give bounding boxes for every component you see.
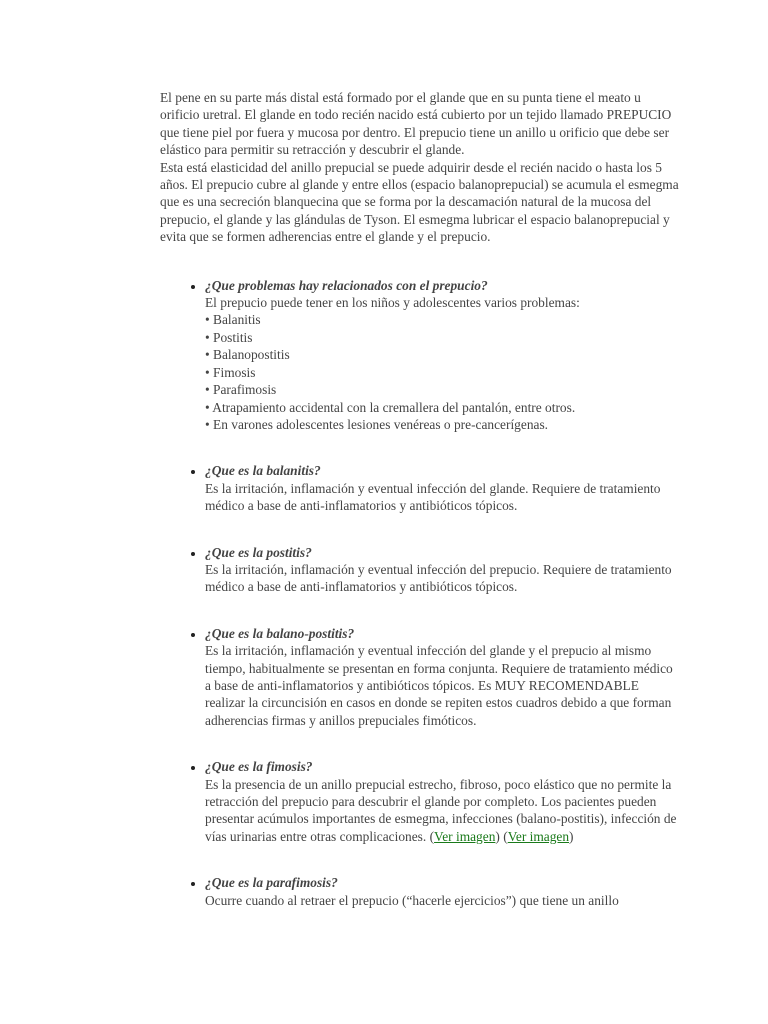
faq-answer-text: Es la presencia de un anillo prepucial estrecho, fibroso, poco elástico que no permite la retracción del prepucio para descubrir el glande por completo. Los pacientes pueden presentar acúmulos importantes de esmegma, infecciones (balano-postitis), infección de vías urinarias entre otras complicaciones. ( bbox=[205, 776, 677, 844]
problem-item: • En varones adolescentes lesiones venéreas o pre-cancerígenas. bbox=[205, 416, 549, 432]
intro-paragraph-1: El pene en su parte más distal está formado por el glande que en su punta tiene el meato u orificio uretral. El glande en todo recién nacido está cubierto por un tejido llamado PREPUCIO que tiene piel por fuera y mucosa por dentro. El prepucio tiene un anillo u orificio que debe ser elástico para permitir su retracción y descubrir el glande. bbox=[160, 90, 672, 158]
faq-answer-mid: ) ( bbox=[495, 828, 508, 844]
faq-question: • ¿Que problemas hay relacionados con el prepucio? bbox=[205, 277, 488, 293]
faq-answer: Es la irritación, inflamación y eventual infección del prepucio. Requiere de tratamiento médico a base de anti-inflamatorios y antibióticos tópicos. bbox=[205, 561, 672, 595]
faq-answer-end: ) bbox=[569, 828, 574, 844]
faq-question: • ¿Que es la balanitis? bbox=[205, 463, 321, 479]
problem-item: • Postitis bbox=[205, 329, 253, 345]
faq-answer: Ocurre cuando al retraer el prepucio (“hacerle ejercicios”) que tiene un anillo bbox=[205, 892, 619, 908]
faq-answer: El prepucio puede tener en los niños y adolescentes varios problemas: bbox=[205, 295, 580, 311]
faq-answer: Es la irritación, inflamación y eventual infección del glande. Requiere de tratamiento médico a base de anti-inflamatorios y antibióticos tópicos. bbox=[205, 480, 661, 514]
faq-item-problems bbox=[205, 260, 682, 434]
ver-imagen-link-2[interactable]: Ver imagen bbox=[507, 828, 570, 844]
faq-item-balano-postitis bbox=[205, 608, 682, 729]
faq-item-balanitis bbox=[205, 445, 682, 514]
faq-item-fimosis bbox=[205, 741, 682, 845]
article-page bbox=[160, 89, 682, 921]
faq-question: • ¿Que es la balano-postitis? bbox=[205, 625, 355, 641]
problem-item: • Balanopostitis bbox=[205, 347, 290, 363]
faq-question: • ¿Que es la parafimosis? bbox=[205, 875, 338, 891]
problem-item: • Balanitis bbox=[205, 312, 261, 328]
faq-list bbox=[160, 260, 682, 909]
ver-imagen-link-1[interactable]: Ver imagen bbox=[434, 828, 496, 844]
faq-item-postitis bbox=[205, 527, 682, 596]
intro-section bbox=[160, 89, 682, 246]
faq-answer bbox=[205, 776, 682, 846]
problem-item: • Parafimosis bbox=[205, 382, 277, 398]
faq-answer: Es la irritación, inflamación y eventual infección del glande y el prepucio al mismo tiempo, habitualmente se presentan en forma conjunta. Requiere de tratamiento médico a base de anti-inflamatorios y antibióticos tópicos. Es MUY RECOMENDABLE realizar la circuncisión en casos en donde se repiten estos cuadros debido a que forman adherencias firmas y anillos prepuciales fimóticos. bbox=[205, 643, 673, 728]
faq-item-parafimosis bbox=[205, 857, 682, 909]
problem-item: • Atrapamiento accidental con la cremallera del pantalón, entre otros. bbox=[205, 399, 576, 415]
problem-item: • Fimosis bbox=[205, 364, 256, 380]
faq-question: • ¿Que es la postitis? bbox=[205, 544, 312, 560]
intro-paragraph-2: Esta está elasticidad del anillo prepucial se puede adquirir desde el recién nacido o hasta los 5 años. El prepucio cubre al glande y entre ellos (espacio balanoprepucial) se acumula el esmegma que es una secreción blanquecina que se forma por la descamación natural de la mucosa del prepucio, el glande y las glándulas de Tyson. El esmegma lubricar el espacio balanoprepucial y evita que se formen adherencias entre el glande y el prepucio. bbox=[160, 159, 679, 245]
faq-question: • ¿Que es la fimosis? bbox=[205, 759, 313, 775]
